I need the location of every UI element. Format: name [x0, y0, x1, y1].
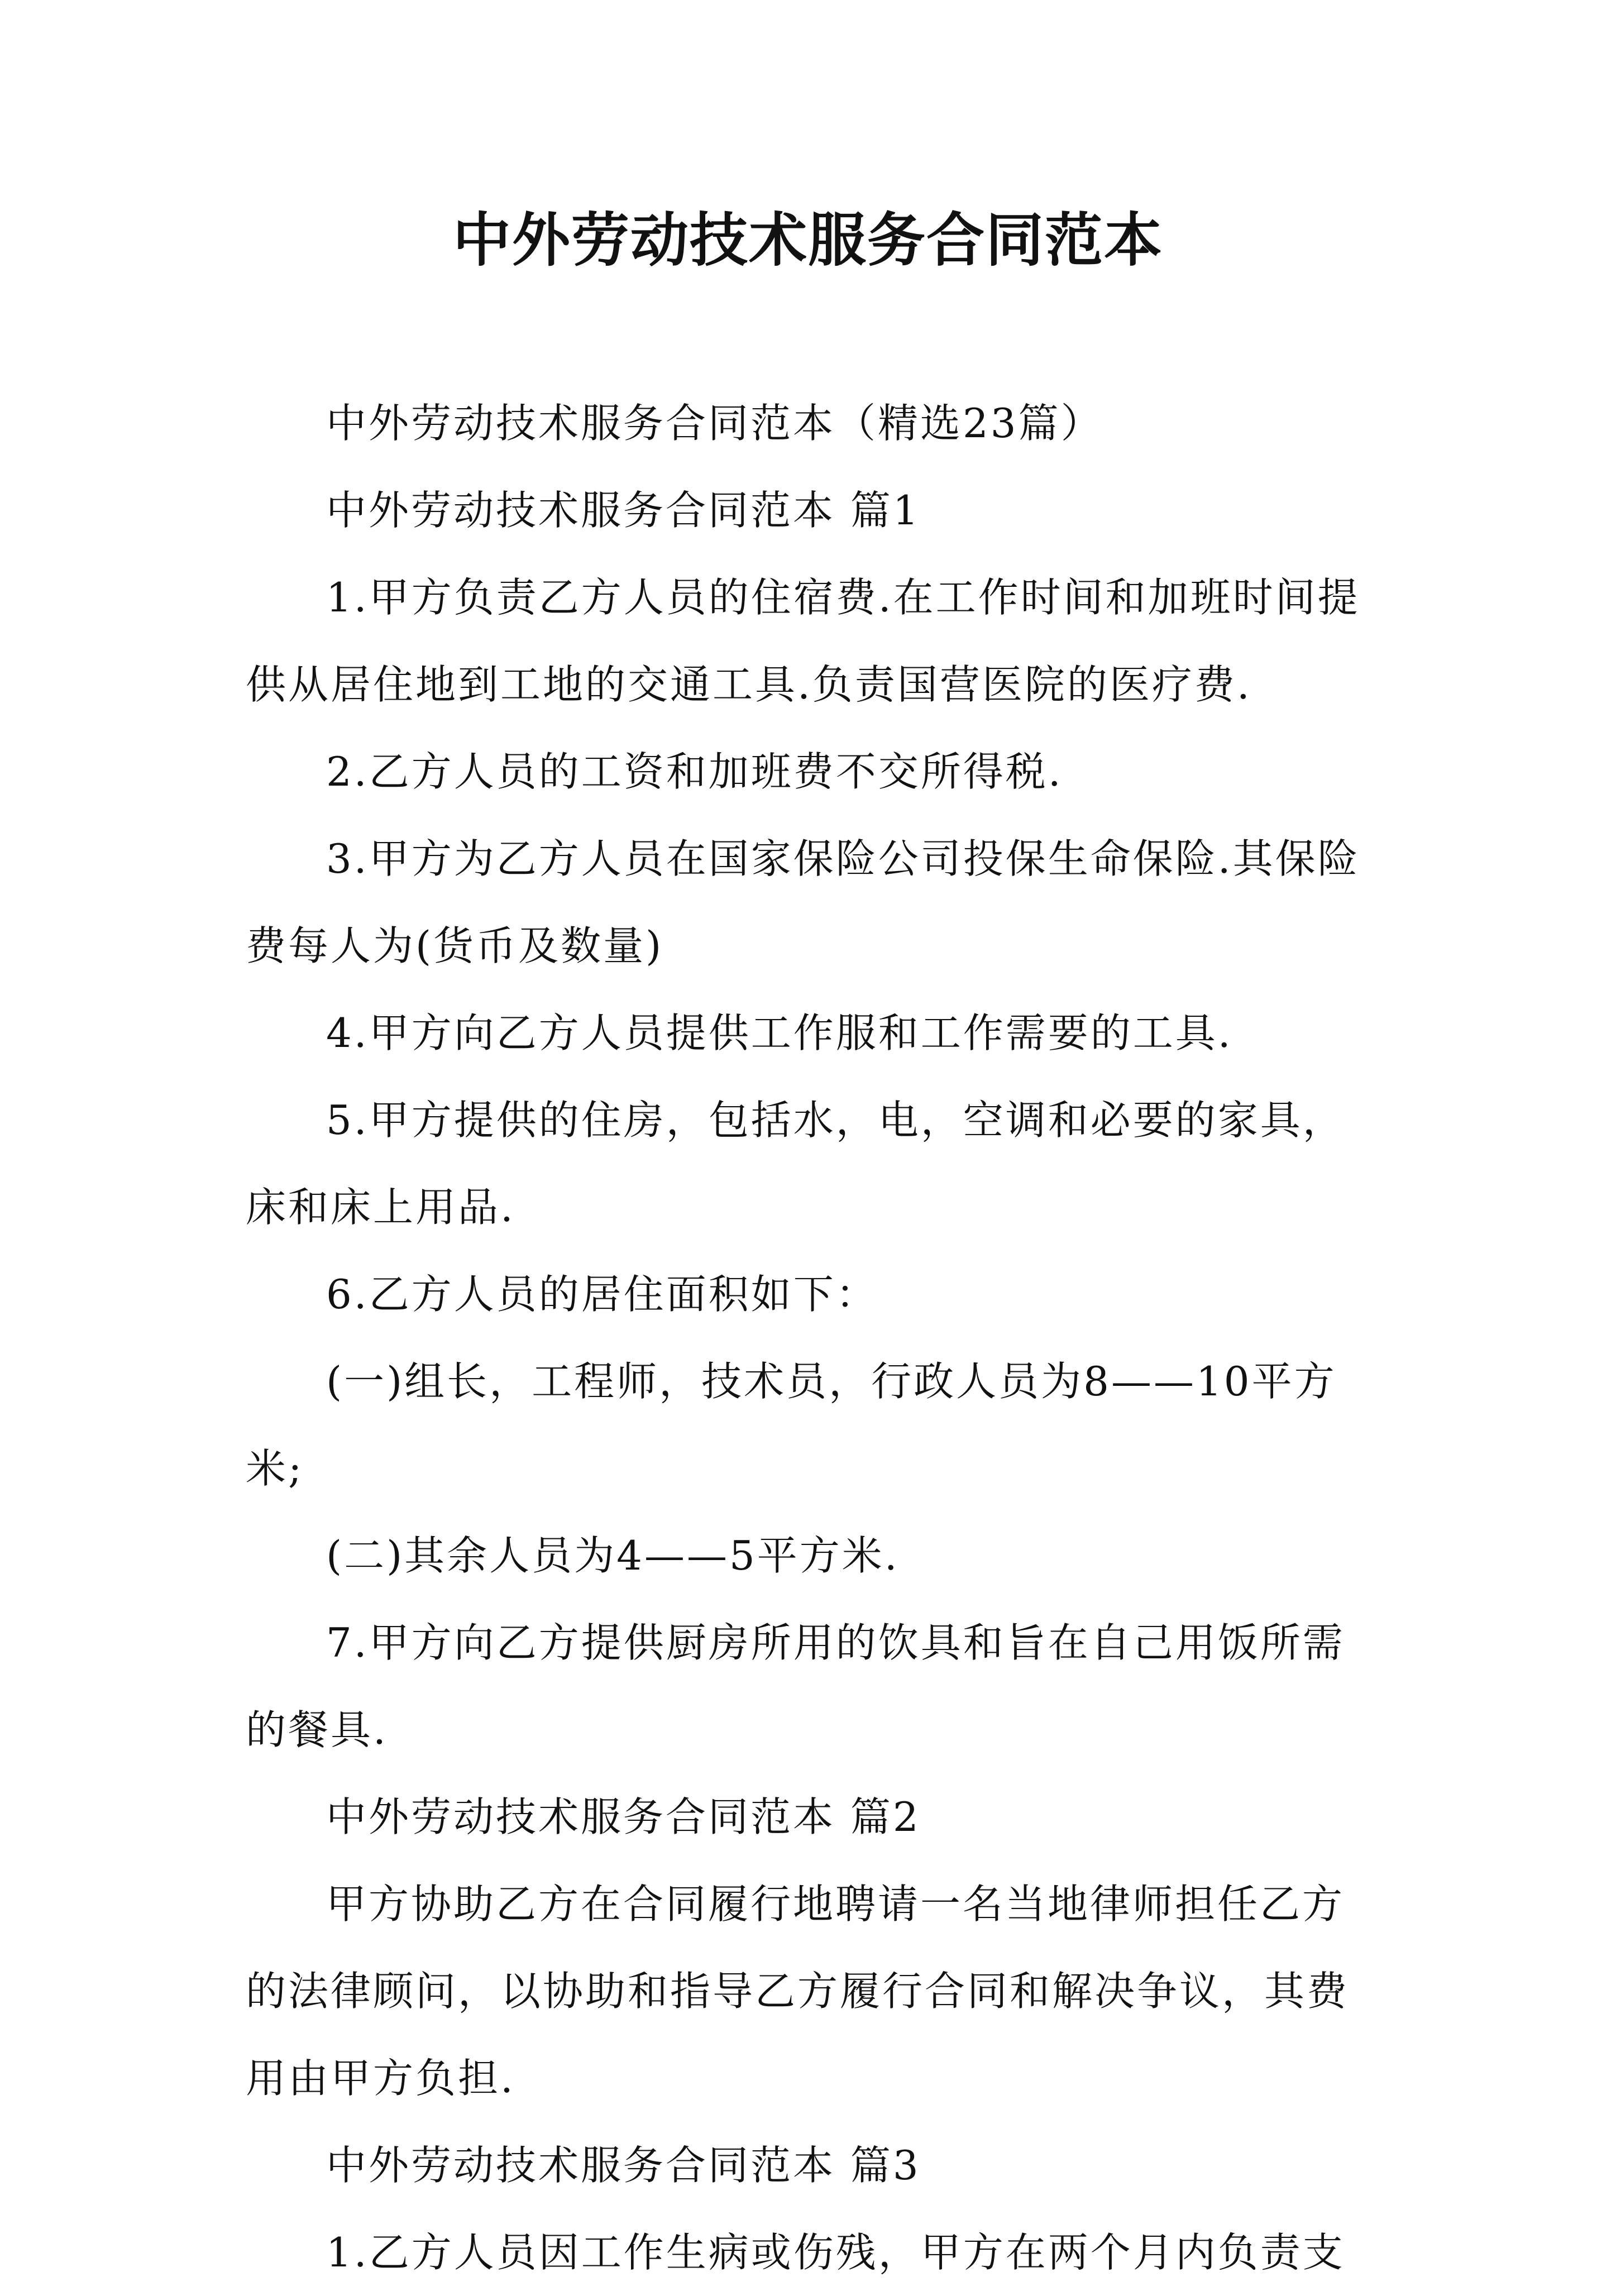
clause-2-1: 甲方协助乙方在合同履行地聘请一名当地律师担任乙方的法律顾问，以协助和指导乙方履行合同和解决争议，其费用由甲方负担. [246, 1881, 1350, 2102]
clause-1-4: 4.甲方向乙方人员提供工作服和工作需要的工具. [326, 1010, 1233, 1056]
section-heading-1: 中外劳动技术服务合同范本 篇1 [326, 487, 921, 534]
clause-3-1: 1.乙方人员因工作生病或伤残，甲方在两个月内负责支 [326, 2229, 1345, 2276]
clause-1-1: 1.甲方负责乙方人员的住宿费.在工作时间和加班时间提供从居住地到工地的交通工具.负责国营医院的医疗费. [246, 574, 1360, 708]
clause-1-7: 7.甲方向乙方提供厨房所用的饮具和旨在自己用饭所需的餐具. [246, 1619, 1345, 1753]
clause-1-6-a: (一)组长，工程师，技术员，行政人员为8——10平方米; [246, 1358, 1337, 1492]
section-heading-2: 中外劳动技术服务合同范本 篇2 [326, 1793, 921, 1840]
clause-1-5: 5.甲方提供的住房，包括水，电，空调和必要的家具，床和床上用品. [246, 1097, 1345, 1231]
intro-line: 中外劳动技术服务合同范本（精选23篇） [326, 400, 1103, 447]
document-body [246, 380, 1370, 2296]
document-title: 中外劳动技术服务合同范本 [452, 205, 1163, 274]
clause-1-6: 6.乙方人员的居住面积如下： [326, 1271, 878, 1318]
clause-1-3: 3.甲方为乙方人员在国家保险公司投保生命保险.其保险费每人为(货币及数量) [246, 835, 1360, 969]
section-heading-3: 中外劳动技术服务合同范本 篇3 [326, 2142, 921, 2189]
clause-1-6-b: (二)其余人员为4——5平方米. [326, 1532, 900, 1579]
clause-1-2: 2.乙方人员的工资和加班费不交所得税. [326, 748, 1063, 795]
